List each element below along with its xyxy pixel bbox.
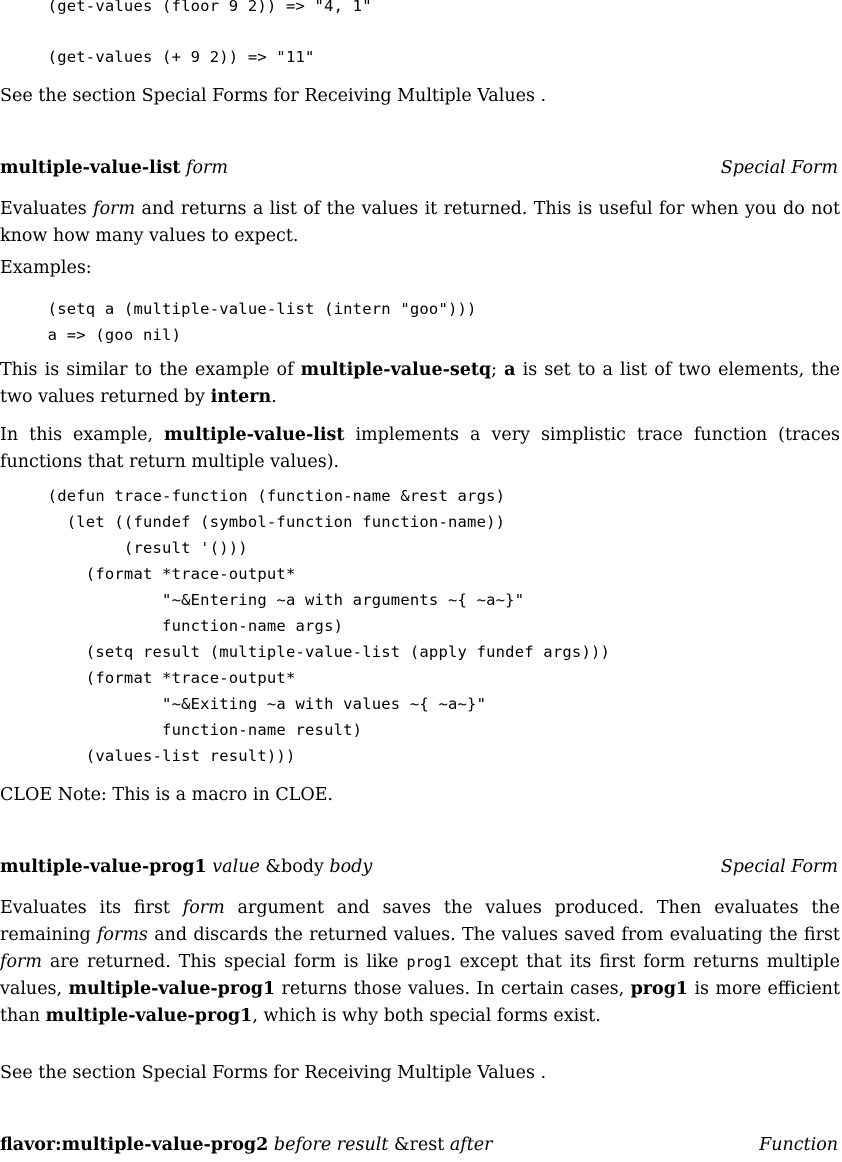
argument: before result	[273, 1135, 389, 1155]
argument: after	[449, 1135, 493, 1155]
entry-heading-multiple-value-prog1	[0, 857, 840, 884]
description-paragraph: Evaluates its first form argument and saves the values produced. Then evaluates the remaining forms and discards the returned values. The values saved from evaluating the first form are returned. This special form is like prog1 except that its first form returns multiple values, multiple-value-prog1 returns those values. In certain cases, prog1 is more efficient than multiple-value-prog1, which is why both special forms exist.	[0, 898, 840, 1026]
examples-label: Examples:	[0, 258, 92, 278]
description-paragraph: This is similar to the example of multiple-value-setq; a is set to a list of two elements, the two values returned by intern.	[0, 360, 840, 407]
description-paragraph: In this example, multiple-value-list implements a very simplistic trace function (traces functions that return multiple values).	[0, 425, 840, 472]
function-name: multiple-value-prog1	[0, 857, 207, 877]
code-line: (get-values (+ 9 2)) => "11"	[0, 48, 315, 66]
code-line: function-name args)	[0, 617, 344, 635]
description-paragraph: Evaluates form and returns a list of the values it returned. This is useful for when you do not know how many values to expect.	[0, 199, 840, 246]
function-name: multiple-value-list	[0, 158, 181, 178]
argument: value	[212, 857, 260, 877]
code-line: "~&Exiting ~a with values ~{ ~a~}"	[0, 695, 487, 713]
code-line: (result '()))	[0, 539, 248, 557]
code-line: function-name result)	[0, 721, 363, 739]
entry-kind: Special Form	[720, 857, 838, 877]
entry-heading-multiple-value-list	[0, 158, 840, 185]
code-line: (format *trace-output*	[0, 565, 296, 583]
code-line: (let ((fundef (symbol-function function-name))	[0, 513, 506, 531]
code-line: (setq result (multiple-value-list (apply fundef args)))	[0, 643, 611, 661]
code-line: a => (goo nil)	[0, 326, 182, 344]
code-line: "~&Entering ~a with arguments ~{ ~a~}"	[0, 591, 525, 609]
lambda-keyword: &rest	[393, 1135, 445, 1155]
argument: body	[329, 857, 373, 877]
see-section-text: See the section Special Forms for Receiving Multiple Values .	[0, 86, 547, 106]
entry-kind: Special Form	[720, 158, 838, 178]
code-line: (format *trace-output*	[0, 669, 296, 687]
function-name: flavor:multiple-value-prog2	[0, 1135, 269, 1155]
code-line: (setq a (multiple-value-list (intern "goo")))	[0, 300, 477, 318]
entry-kind: Function	[759, 1135, 838, 1155]
code-line: (get-values (floor 9 2)) => "4, 1"	[0, 0, 372, 15]
code-line: (values-list result)))	[0, 747, 296, 765]
see-section-text: See the section Special Forms for Receiving Multiple Values .	[0, 1063, 547, 1083]
code-line: (defun trace-function (function-name &rest args)	[0, 487, 506, 505]
argument: form	[186, 158, 228, 178]
cloe-note: CLOE Note: This is a macro in CLOE.	[0, 785, 334, 805]
lambda-keyword: &body	[265, 857, 324, 877]
